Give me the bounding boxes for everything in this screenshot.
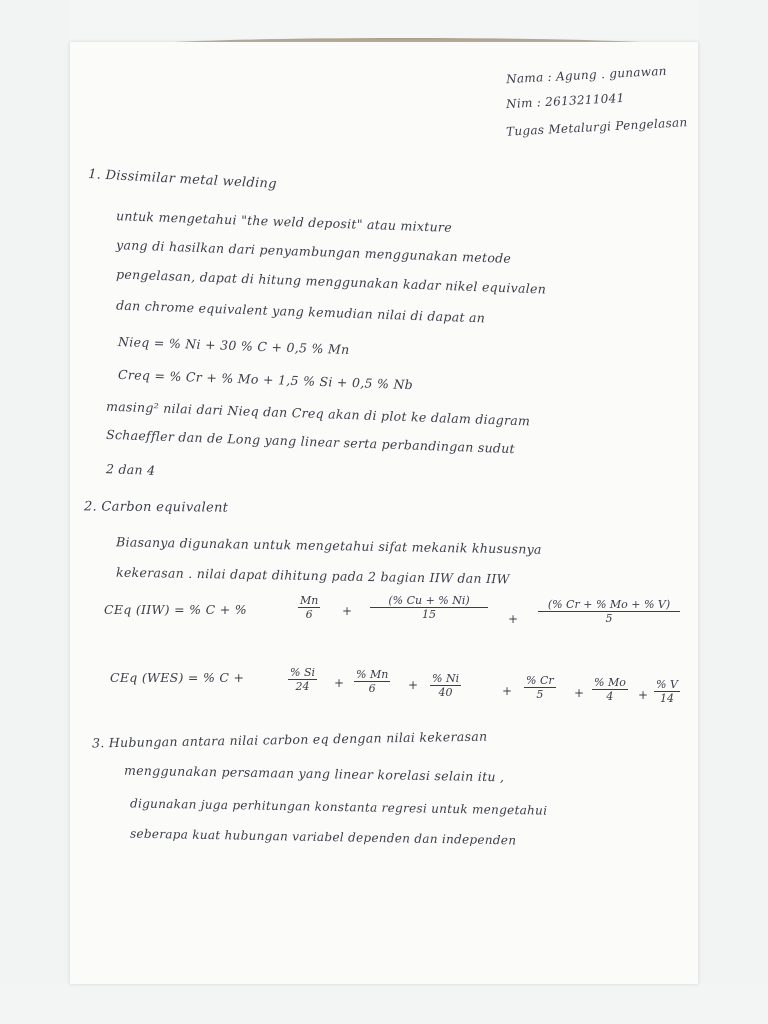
ceq-wes-ni-fraction bbox=[430, 672, 461, 699]
ceq-iiw-mn-fraction bbox=[298, 594, 320, 621]
background-bottom bbox=[0, 984, 768, 1024]
fraction-denominator: 6 bbox=[305, 608, 313, 621]
header-name: Nama : Agung . gunawan bbox=[505, 63, 668, 87]
section1-line: dan chrome equivalent yang kemudian nilai di dapat an bbox=[115, 297, 486, 326]
ceq-wes-mn-fraction bbox=[354, 668, 390, 695]
section3-line: seberapa kuat hubungan variabel dependen dan independen bbox=[129, 826, 517, 848]
fraction-denominator: 4 bbox=[606, 690, 614, 703]
background-right bbox=[698, 0, 768, 1024]
background-left bbox=[0, 0, 70, 1024]
section3-line: menggunakan persamaan yang linear korelasi selain itu , bbox=[123, 762, 505, 785]
section2-line: kekerasan . nilai dapat dihitung pada 2 bagian IIW dan IIW bbox=[115, 564, 510, 587]
fraction-numerator: (% Cu + % Ni) bbox=[370, 594, 488, 608]
section1-line: 2 dan 4 bbox=[105, 461, 156, 478]
plus-sign: + bbox=[638, 688, 649, 702]
section2-line: Biasanya digunakan untuk mengetahui sifat mekanik khususnya bbox=[115, 534, 542, 557]
header-nim: Nim : 2613211041 bbox=[505, 90, 625, 112]
creq-formula: Creq = % Cr + % Mo + 1,5 % Si + 0,5 % Nb bbox=[117, 366, 414, 393]
plus-sign: + bbox=[342, 604, 353, 618]
ceq-wes-label: CEq (WES) = % C + bbox=[110, 670, 245, 685]
fraction-numerator: % Si bbox=[290, 666, 316, 679]
fraction-denominator: 14 bbox=[659, 692, 674, 705]
section1-line: untuk mengetahui "the weld deposit" atau mixture bbox=[115, 208, 453, 235]
fraction-numerator: % V bbox=[656, 678, 678, 691]
ceq-iiw-cr-mo-v-fraction bbox=[538, 598, 680, 625]
fraction-numerator: (% Cr + % Mo + % V) bbox=[538, 598, 680, 612]
fraction-denominator: 6 bbox=[368, 682, 376, 695]
nieq-formula: Nieq = % Ni + 30 % C + 0,5 % Mn bbox=[117, 333, 350, 358]
plus-sign: + bbox=[408, 678, 419, 692]
ceq-wes-mo-fraction bbox=[592, 676, 628, 703]
section1-line: masing² nilai dari Nieq dan Creq akan di plot ke dalam diagram bbox=[105, 398, 531, 429]
ceq-wes-cr-fraction bbox=[524, 674, 556, 701]
ceq-wes-si-fraction bbox=[288, 666, 317, 693]
section1-line: Schaeffler dan de Long yang linear serta perbandingan sudut bbox=[105, 426, 516, 457]
section1-line: yang di hasilkan dari penyambungan menggunakan metode bbox=[115, 237, 512, 266]
fraction-denominator: 40 bbox=[438, 686, 453, 699]
fraction-numerator: % Cr bbox=[526, 674, 554, 687]
fraction-denominator: 5 bbox=[536, 688, 544, 701]
plus-sign: + bbox=[334, 676, 345, 690]
section1-line: pengelasan, dapat di hitung menggunakan kadar nikel equivalen bbox=[115, 266, 547, 297]
fraction-denominator: 5 bbox=[605, 612, 613, 625]
fraction-numerator: % Ni bbox=[432, 672, 460, 685]
ceq-iiw-label: CEq (IIW) = % C + % bbox=[104, 602, 247, 617]
section3-line: 3. Hubungan antara nilai carbon eq dengan nilai kekerasan bbox=[91, 728, 488, 751]
fraction-denominator: 24 bbox=[295, 680, 310, 693]
ceq-iiw-cu-ni-fraction bbox=[370, 594, 488, 621]
header-task: Tugas Metalurgi Pengelasan bbox=[505, 115, 688, 139]
plus-sign: + bbox=[508, 612, 519, 626]
fraction-denominator: 15 bbox=[422, 608, 436, 621]
handwritten-page bbox=[70, 42, 698, 984]
fraction-numerator: % Mn bbox=[356, 668, 389, 681]
plus-sign: + bbox=[502, 684, 513, 698]
ceq-wes-v-fraction bbox=[654, 678, 680, 705]
section3-line: digunakan juga perhitungan konstanta regresi untuk mengetahui bbox=[129, 796, 548, 818]
fraction-numerator: Mn bbox=[300, 594, 319, 607]
plus-sign: + bbox=[574, 686, 585, 700]
fraction-numerator: % Mo bbox=[594, 676, 626, 689]
section2-title: 2. Carbon equivalent bbox=[83, 499, 229, 516]
section1-title: 1. Dissimilar metal welding bbox=[87, 167, 278, 192]
